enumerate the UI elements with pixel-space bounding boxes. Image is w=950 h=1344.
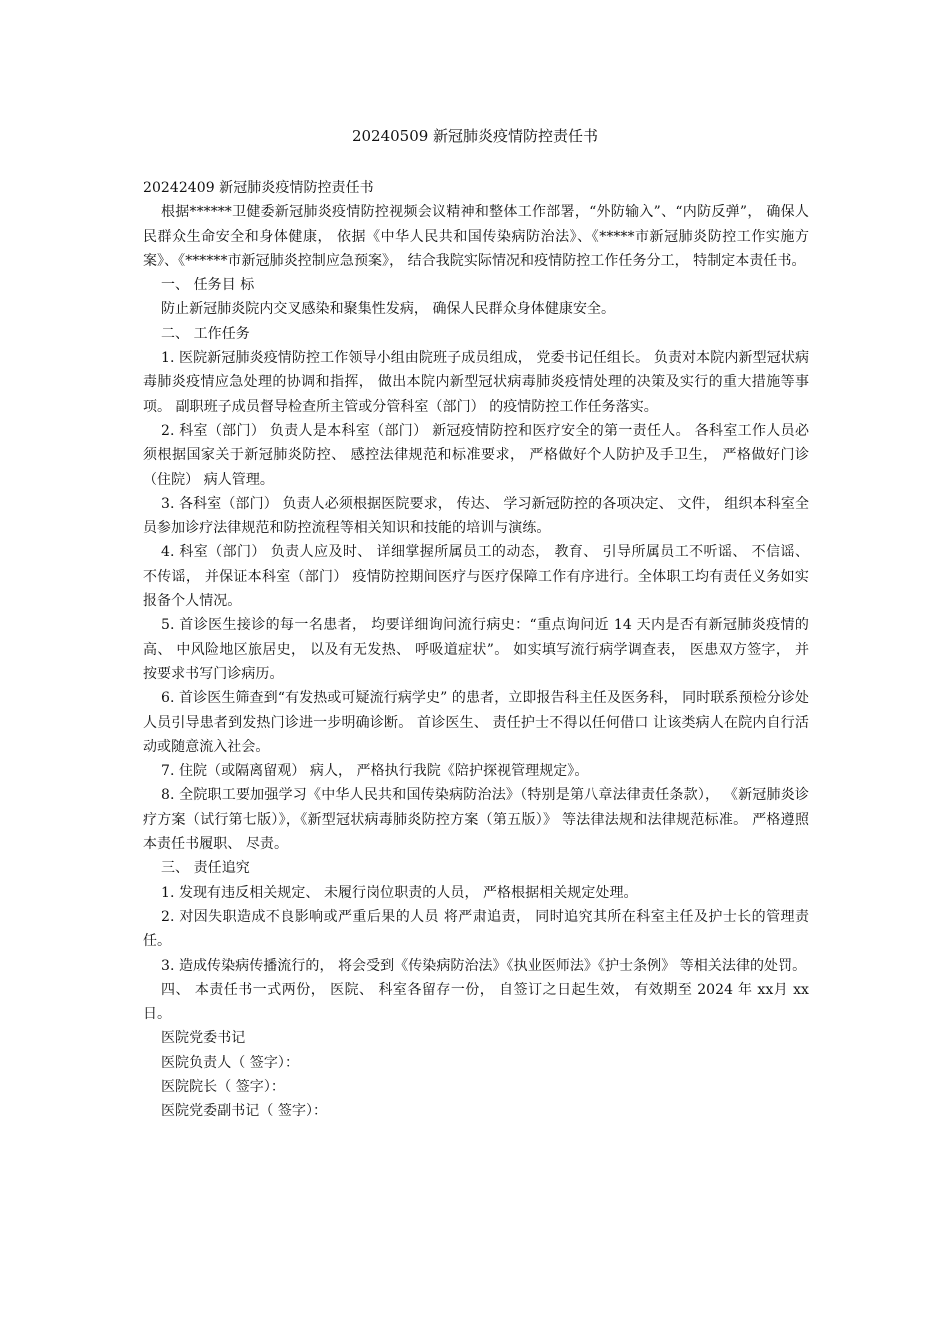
list-item: 7. 住院（或隔离留观） 病人， 严格执行我院《陪护探视管理规定》。 [161, 763, 589, 780]
section-heading-2: 二、 工作任务 [161, 325, 250, 342]
signature-line: 医院党委书记 [161, 1030, 246, 1047]
section-heading-4: 四、 本责任书一式两份， 医院、 科室各留存一份， 自签订之日起生效， 有效期至 2024 年 xx月 xx日。 [143, 981, 809, 1023]
list-item: 1. 医院新冠肺炎疫情防控工作领导小组由院班子成员组成， 党委书记任组长。 负责对本院内新型冠状病毒肺炎疫情应急处理的协调和指挥， 做出本院内新型冠状病毒肺炎疫情处理的决策及实行的重大措施等事项。 副职班子成员督导检查所主管或分管科室（部门） 的疫情防控工作任务落实。 [143, 350, 809, 415]
list-item: 2. 科室（部门） 负责人是本科室（部门） 新冠疫情防控和医疗安全的第一责任人。 各科室工作人员必须根据国家关于新冠肺炎防控、 感控法律规范和标准要求， 严格做好个人防护及手卫生， 严格做好门诊（住院） 病人管理。 [143, 422, 809, 488]
paragraph: 防止新冠肺炎院内交叉感染和聚集性发病， 确保人民群众身体健康安全。 [161, 301, 616, 318]
list-item: 1. 发现有违反相关规定、 未履行岗位职责的人员， 严格根据相关规定处理。 [161, 884, 638, 901]
list-item: 3. 各科室（部门） 负责人必须根据医院要求， 传达、 学习新冠防控的各项决定、 文件， 组织本科室全员参加诊疗法律规范和防控流程等相关知识和技能的培训与演练。 [143, 495, 809, 537]
section-heading-1: 一、 任务目 标 [161, 277, 255, 294]
document-title: 20240509 新冠肺炎疫情防控责任书 [351, 127, 599, 145]
list-item: 4. 科室（部门） 负责人应及时、 详细掌握所属员工的动态， 教育、 引导所属员工不听谣、 不信谣、 不传谣， 并保证本科室（部门） 疫情防控期间医疗与医疗保障工作有序进行。全体职工均有责任义务如实报备个人情况。 [143, 544, 814, 610]
list-item: 8. 全院职工要加强学习《中华人民共和国传染病防治法》（特别是第八章法律责任条款）， 《新冠肺炎诊疗方案（试行第七版）》，《新型冠状病毒肺炎防控方案（第五版）》 等法律法规和法律规范标准。 严格遵照本责任书履职、 尽责。 [143, 787, 809, 853]
list-item: 6. 首诊医生筛查到“有发热或可疑流行病学史” 的患者，立即报告科主任及医务科， 同时联系预检分诊处人员引导患者到发热门诊进一步明确诊断。 首诊医生、 责任护士不得以任何借口 让该类病人在院内自行活动或随意流入社会。 [143, 690, 809, 755]
list-item: 5. 首诊医生接诊的每一名患者， 均要详细询问流行病史：“重点询问近 14 天内是否有新冠肺炎疫情的高、 中风险地区旅居史， 以及有无发热、 呼吸道症状”。 如实填写流行病学调查表， 医患双方签字， 并按要求书写门诊病历。 [143, 617, 809, 682]
paragraph-intro: 根据******卫健委新冠肺炎疫情防控视频会议精神和整体工作部署，“外防输入”、“内防反弹”， 确保人民群众生命安全和身体健康， 依据《中华人民共和国传染病防治法》、《*****市新冠肺炎防控工作实施方案》、《******市新冠肺炎控制应急预案》， 结合我院实际情况和疫情防控工作任务分工， 特制定本责任书。 [143, 204, 809, 269]
section-heading-3: 三、 责任追究 [161, 860, 250, 877]
list-item: 2. 对因失职造成不良影响或严重后果的人员 将严肃追责， 同时追究其所在科室主任及护士长的管理责任。 [143, 908, 809, 950]
list-item: 3. 造成传染病传播流行的， 将会受到《传染病防治法》《执业医师法》《护士条例》 等相关法律的处罚。 [161, 957, 807, 974]
signature-line: 医院党委副书记（ 签字）： [161, 1103, 328, 1120]
document-subtitle: 20242409 新冠肺炎疫情防控责任书 [143, 180, 374, 196]
document-body [143, 176, 814, 1124]
signature-line: 医院负责人（ 签字）： [161, 1054, 299, 1071]
signature-line: 医院院长（ 签字）： [161, 1078, 285, 1095]
